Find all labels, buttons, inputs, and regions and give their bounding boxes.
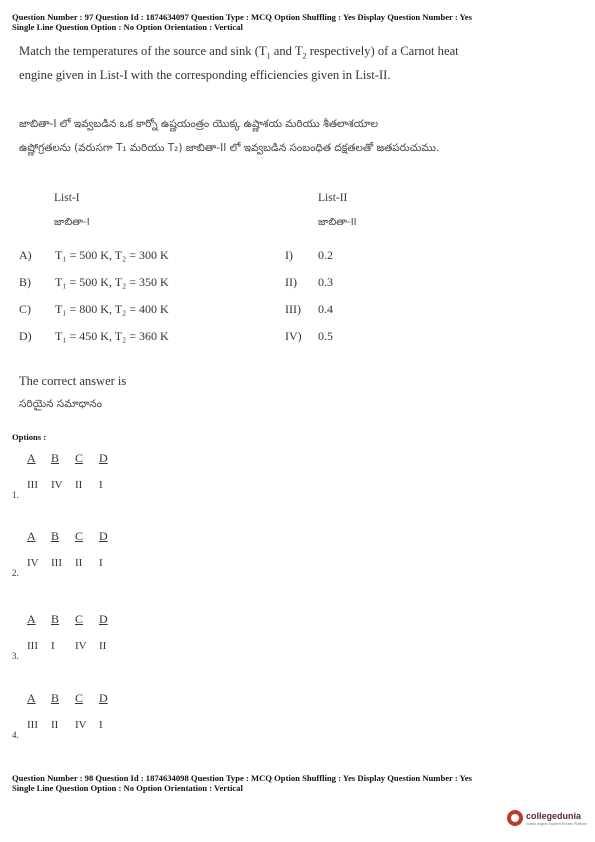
- option-values: III IV II I: [27, 479, 103, 491]
- option-values: III I IV II: [27, 640, 107, 652]
- options-label: Options :: [12, 432, 47, 442]
- correct-answer-label-telugu: సరియైన సమాధానం: [19, 398, 102, 410]
- list-2-title: List-II: [318, 192, 348, 204]
- match-row: A) T₁ = 500 K, T₂ = 300 K I) 0.2: [19, 248, 333, 262]
- option-number: 2.: [12, 568, 19, 578]
- option-number: 4.: [12, 730, 19, 740]
- logo-name: collegedunia: [526, 810, 582, 821]
- question-97-stem: [19, 42, 579, 85]
- question-97-stem-telugu: [19, 112, 579, 160]
- match-row: D) T₁ = 450 K, T₂ = 360 K IV) 0.5: [19, 329, 333, 343]
- stem-line-2: engine given in List-I with the corresponding efficiencies given in List-II.: [19, 67, 391, 82]
- stem-line-1: Match the temperatures of the source and sink ($T_1$ and $T_2$ respectively) of a Carnot heat: [19, 44, 459, 61]
- option-4[interactable]: [12, 691, 212, 751]
- option-header: A B C D: [27, 529, 108, 543]
- question-97-meta: [12, 12, 472, 32]
- question-98-meta: [12, 773, 472, 793]
- collegedunia-logo: [507, 810, 587, 826]
- match-row: B) T₁ = 500 K, T₂ = 350 K II) 0.3: [19, 275, 333, 289]
- option-header: A B C D: [27, 612, 108, 626]
- question-98-meta-line-1: Question Number : 98 Question Id : 1874634098 Question Type : MCQ Option Shuffling : Yes Display Question Number : Yes: [12, 773, 472, 783]
- list-1-title: List-I: [54, 192, 80, 204]
- option-3[interactable]: [12, 612, 212, 672]
- telugu-line-1: జాబితా-I లో ఇవ్వబడిన ఒక కార్నో ఉష్ణయంత్రం యొక్క ఉష్ణాశయ మరియు శీతలాశయాల: [19, 118, 379, 130]
- option-header: A B C D: [27, 451, 108, 465]
- list-2-title-telugu: జాబితా-II: [318, 217, 357, 228]
- list-1-title-telugu: జాబితా-I: [54, 217, 90, 228]
- correct-answer-label: The correct answer is: [19, 374, 127, 388]
- option-values: IV III II I: [27, 557, 103, 569]
- logo-mark-icon: [507, 810, 523, 826]
- option-header: A B C D: [27, 691, 108, 705]
- telugu-line-2: ఉష్ణోగ్రతలను (వరుసగా T₁ మరియు T₂) జాబితా-II లో ఇవ్వబడిన సంబంధిత దక్షతలతో జతపరుచుము.: [19, 142, 440, 154]
- question-98-meta-line-2: Single Line Question Option : No Option Orientation : Vertical: [12, 783, 243, 793]
- match-row: C) T₁ = 800 K, T₂ = 400 K III) 0.4: [19, 302, 333, 316]
- question-97-meta-line-1: Question Number : 97 Question Id : 1874634097 Question Type : MCQ Option Shuffling : Yes Display Question Number : Yes: [12, 12, 472, 22]
- option-number: 3.: [12, 651, 19, 661]
- option-number: 1.: [12, 490, 19, 500]
- option-2[interactable]: [12, 529, 212, 589]
- question-97-meta-line-2: Single Line Question Option : No Option Orientation : Vertical: [12, 22, 243, 32]
- logo-tagline: India's largest Student Review Platform: [526, 821, 587, 826]
- option-1[interactable]: [12, 451, 212, 511]
- option-values: III II IV I: [27, 719, 103, 731]
